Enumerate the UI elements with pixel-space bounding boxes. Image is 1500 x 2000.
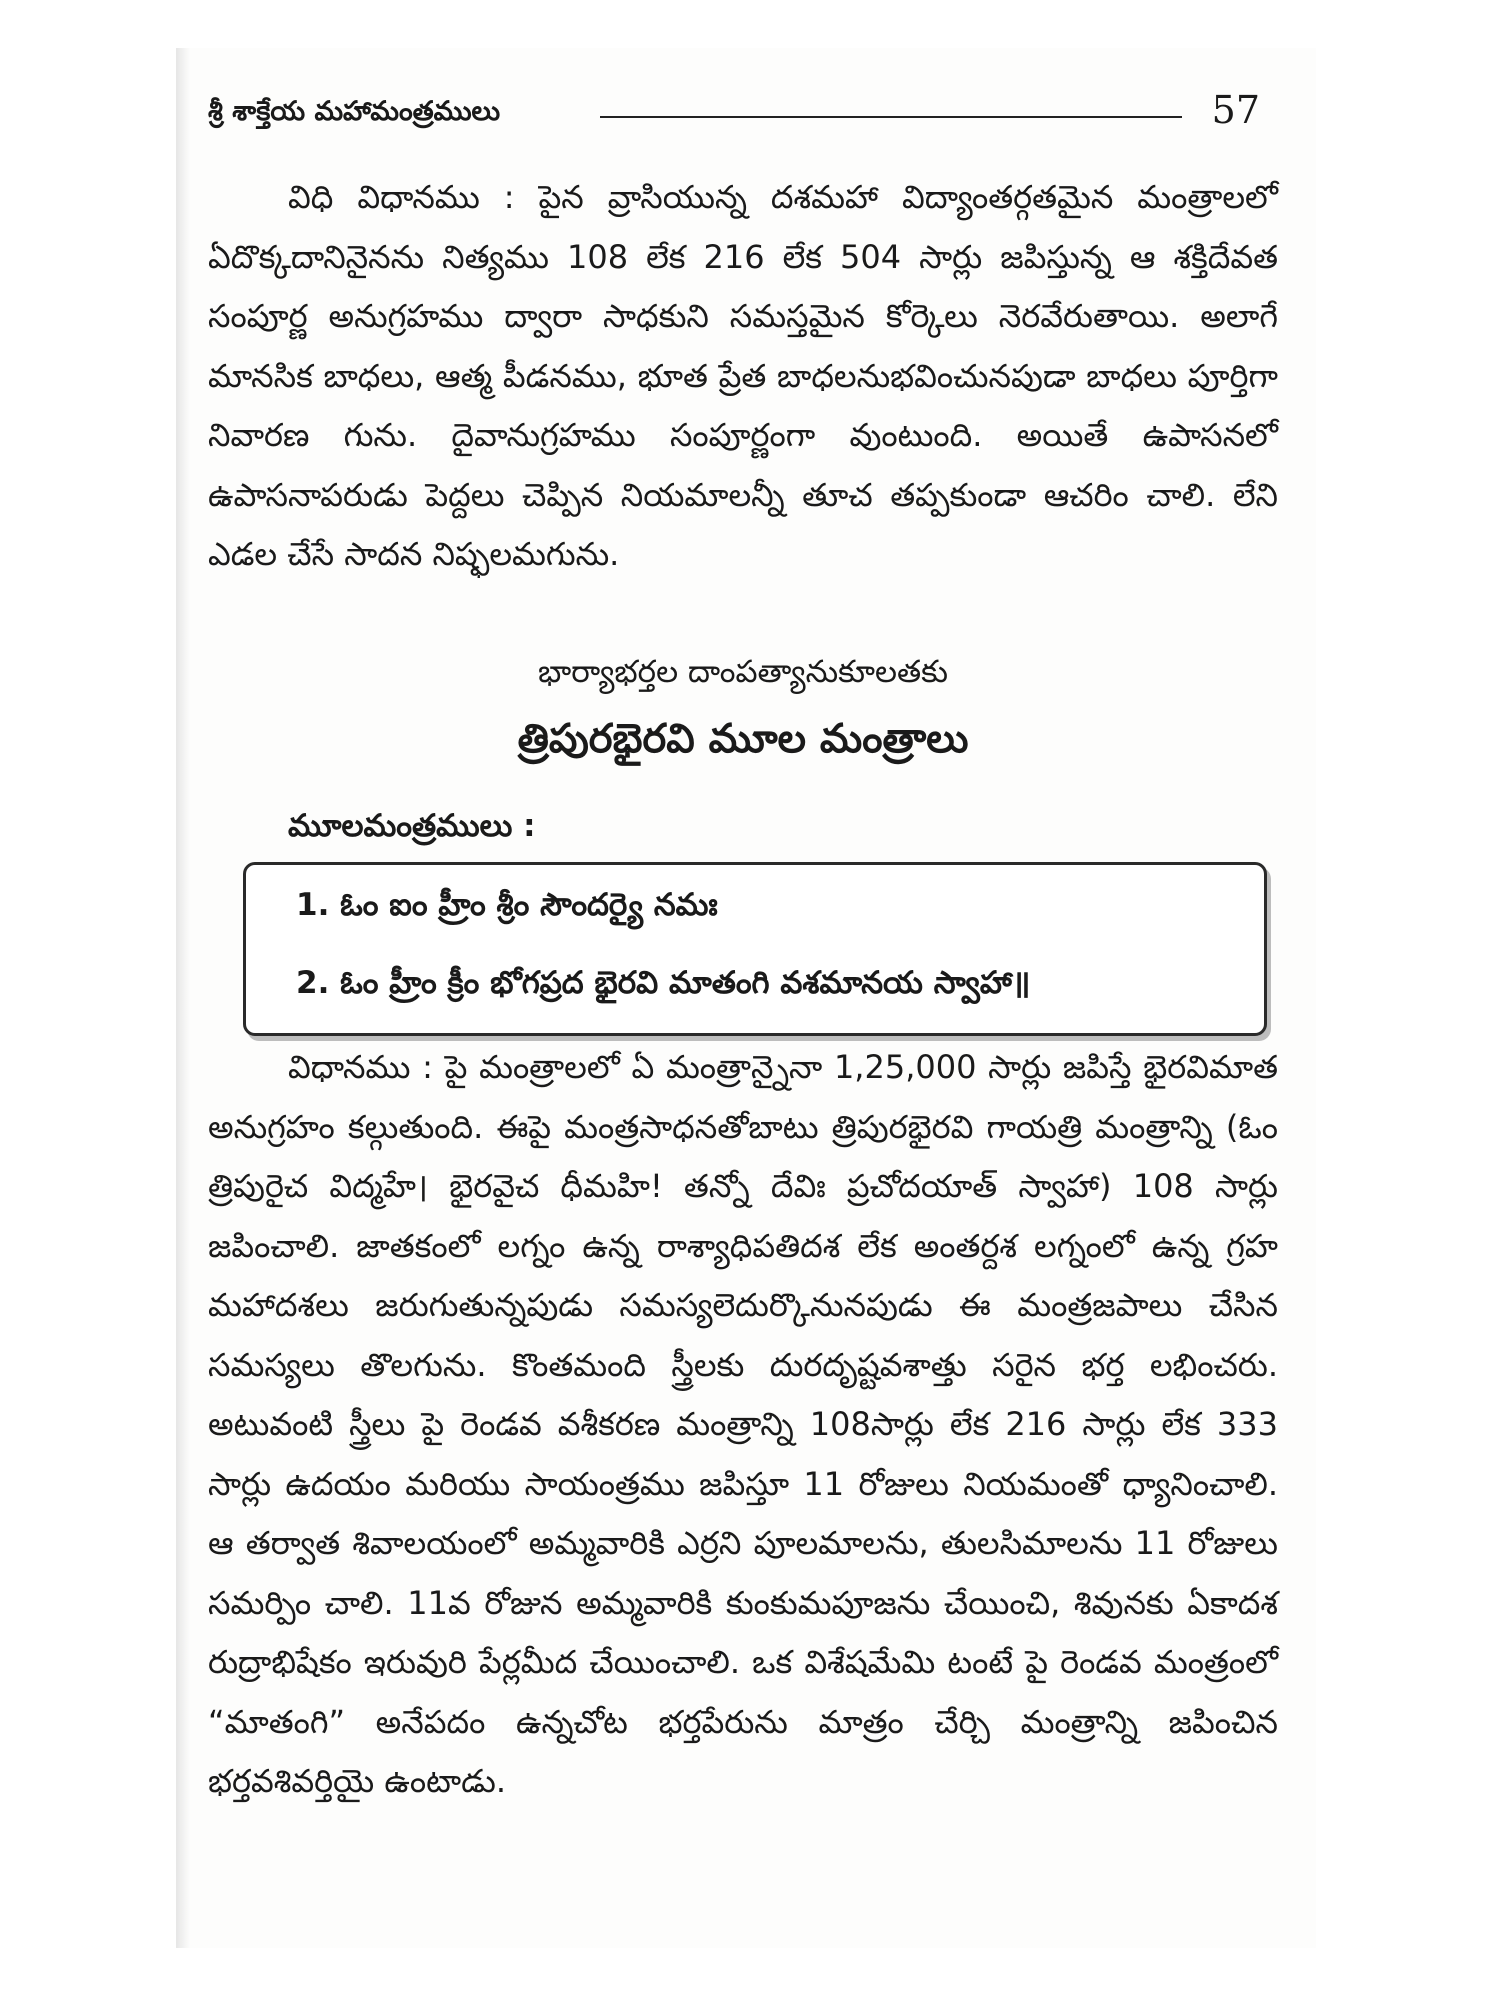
page-gutter-shadow [176, 48, 190, 1948]
page-number: 57 [1211, 88, 1260, 132]
section-subtitle: భార్యాభర్తల దాంపత్యానుకూలతకు [537, 654, 949, 690]
header-rule [600, 116, 1182, 118]
section-title: త్రిపురభైరవి మూల మంత్రాలు [517, 716, 969, 762]
running-title: శ్రీ శాక్తేయ మహామంత్రములు [208, 96, 501, 127]
mantra-line: 2. ఓం హ్రీం క్రీం భోగప్రద భైరవి మాతంగి వశమానయ స్వాహా॥ [296, 965, 1031, 1001]
mantra-box [243, 862, 1267, 1036]
mantras-label: మూలమంత్రములు : [288, 808, 536, 844]
mantra-line: 1. ఓం ఐం హ్రీం శ్రీం సౌందర్యై నమః [296, 887, 718, 923]
method-paragraph: విధానము : పై మంత్రాలలో ఏ మంత్రాన్నైనా 1,25,000 సార్లు జపిస్తే భైరవిమాత అనుగ్రహం కల్గుతుంది. ఈపై మంత్రసాధనతోబాటు త్రిపురభైరవి గాయత్రి మంత్రాన్ని (ఓం త్రిపురైచ విద్మహే। భైరవైచ ధీమహి! తన్నో దేవిః ప్రచోదయాత్ స్వాహా) 108 సార్లు జపించాలి. జాతకంలో లగ్నం ఉన్న రాశ్యాధిపతిదశ లేక అంతర్దశ లగ్నంలో ఉన్న గ్రహ మహాదశలు జరుగుతున్నపుడు సమస్యలెదుర్కొనునపుడు ఈ మంత్రజపాలు చేసిన సమస్యలు తొలగును. కొంతమంది స్త్రీలకు దురదృష్టవశాత్తు సరైన భర్త లభించరు. అటువంటి స్త్రీలు పై రెండవ వశీకరణ మంత్రాన్ని 108సార్లు లేక 216 సార్లు లేక 333 సార్లు ఉదయం మరియు సాయంత్రము జపిస్తూ 11 రోజులు నియమంతో ధ్యానించాలి. ఆ తర్వాత శివాలయంలో అమ్మవారికి ఎర్రని పూలమాలను, తులసిమాలను 11 రోజులు సమర్పిం చాలి. 11వ రోజున అమ్మవారికి కుంకుమపూజను చేయించి, శివునకు ఏకాదశ రుద్రాభిషేకం ఇరువురి పేర్లమీద చేయించాలి. ఒక విశేషమేమి టంటే పై రెండవ మంత్రంలో “మాతంగి” అనేపదం ఉన్నచోట భర్తపేరును మాత్రం చేర్చి మంత్రాన్ని జపించిన భర్తవశివర్తియై ఉంటాడు. [208, 1048, 1278, 1800]
page-header [208, 88, 1278, 138]
procedure-paragraph: విధి విధానము : పైన వ్రాసియున్న దశమహా విద్యాంతర్గతమైన మంత్రాలలో ఏదొక్కదానినైనను నిత్యము 108 లేక 216 లేక 504 సార్లు జపిస్తున్న ఆ శక్తిదేవత సంపూర్ణ అనుగ్రహము ద్వారా సాధకుని సమస్తమైన కోర్కెలు నెరవేరుతాయి. అలాగే మానసిక బాధలు, ఆత్మ పీడనము, భూత ప్రేత బాధలనుభవించునపుడా బాధలు పూర్తిగా నివారణ గును. దైవానుగ్రహము సంపూర్ణంగా వుంటుంది. అయితే ఉపాసనలో ఉపాసనాపరుడు పెద్దలు చెప్పిన నియమాలన్నీ తూచ తప్పకుండా ఆచరిం చాలి. లేని ఎడల చేసే సాదన నిష్ఫలమగును. [208, 178, 1278, 573]
